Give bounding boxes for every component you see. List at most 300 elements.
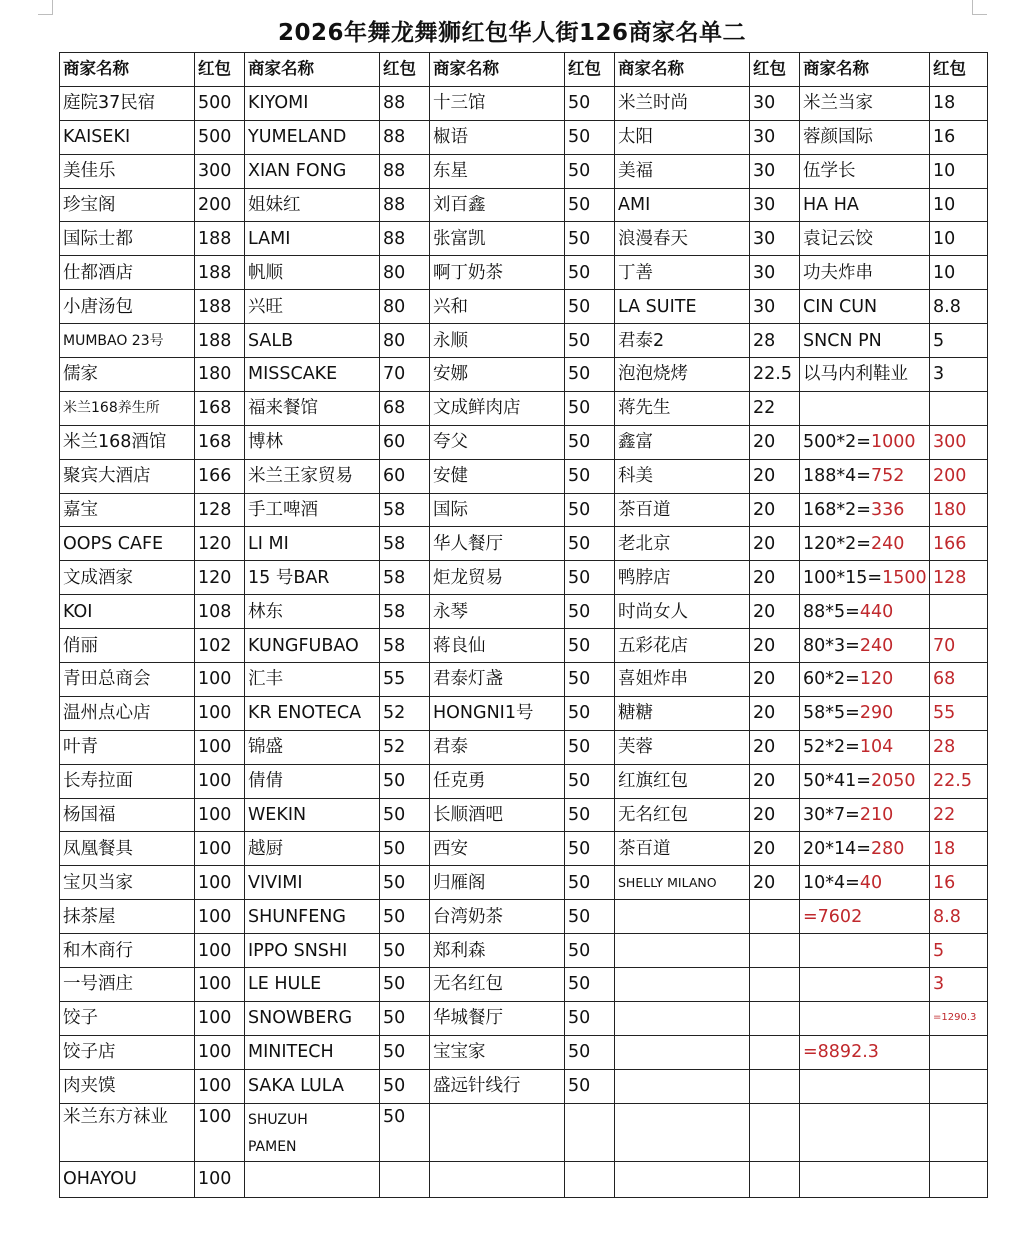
tier-amount: 3 bbox=[930, 968, 988, 1002]
subtotal-calculation bbox=[800, 595, 930, 629]
red-packet-amount: 50 bbox=[565, 934, 615, 968]
merchant-name: 杨国福 bbox=[60, 798, 195, 832]
tier-amount: 128 bbox=[930, 561, 988, 595]
calc-result: 40 bbox=[859, 872, 883, 893]
red-packet-amount: 128 bbox=[195, 493, 245, 527]
subtotal-calculation bbox=[800, 798, 930, 832]
merchant-name: SNOWBERG bbox=[245, 1001, 380, 1035]
merchant-name: 米兰当家 bbox=[800, 86, 930, 120]
merchant-name: KUNGFUBAO bbox=[245, 629, 380, 663]
merchant-name: WEKIN bbox=[245, 798, 380, 832]
header-row bbox=[60, 53, 988, 87]
header-red-packet: 红包 bbox=[380, 53, 430, 87]
merchant-name: 芙蓉 bbox=[615, 730, 750, 764]
red-packet-amount: 188 bbox=[195, 222, 245, 256]
merchant-name: 无名红包 bbox=[430, 968, 565, 1002]
red-packet-amount: 100 bbox=[195, 832, 245, 866]
table-row bbox=[60, 459, 988, 493]
table-row bbox=[60, 1161, 988, 1197]
merchant-name: 汇丰 bbox=[245, 663, 380, 697]
calc-expression: 20*14= bbox=[803, 838, 871, 859]
table-row bbox=[60, 1069, 988, 1103]
merchant-name: 国际 bbox=[430, 493, 565, 527]
red-packet-amount: 50 bbox=[380, 968, 430, 1002]
red-packet-amount: 20 bbox=[750, 629, 800, 663]
red-packet-amount bbox=[565, 1103, 615, 1161]
merchant-name: OHAYOU bbox=[60, 1161, 195, 1197]
red-packet-amount bbox=[750, 1103, 800, 1161]
tier-amount: 166 bbox=[930, 527, 988, 561]
table-row bbox=[60, 1001, 988, 1035]
merchant-name: 五彩花店 bbox=[615, 629, 750, 663]
red-packet-amount: 100 bbox=[195, 730, 245, 764]
red-packet-amount: 30 bbox=[750, 256, 800, 290]
header-red-packet: 红包 bbox=[195, 53, 245, 87]
merchant-name: KOI bbox=[60, 595, 195, 629]
merchant-name: 糖糖 bbox=[615, 696, 750, 730]
merchant-name: 盛远针线行 bbox=[430, 1069, 565, 1103]
red-packet-amount: 50 bbox=[565, 696, 615, 730]
merchant-name: 米兰王家贸易 bbox=[245, 459, 380, 493]
calc-result: 290 bbox=[859, 703, 894, 724]
calc-result: 1500 bbox=[882, 567, 927, 588]
red-packet-amount: 50 bbox=[565, 866, 615, 900]
merchant-name: MINITECH bbox=[245, 1035, 380, 1069]
table-row bbox=[60, 595, 988, 629]
merchant-name bbox=[615, 1069, 750, 1103]
subtotal-calculation bbox=[800, 696, 930, 730]
red-packet-amount: 50 bbox=[380, 934, 430, 968]
merchant-name: AMI bbox=[615, 188, 750, 222]
tier-amount: 200 bbox=[930, 459, 988, 493]
red-packet-amount: 3 bbox=[930, 358, 988, 392]
tier-amount: =1290.3 bbox=[930, 1001, 988, 1035]
calc-result: 336 bbox=[870, 500, 905, 521]
header-merchant-name: 商家名称 bbox=[615, 53, 750, 87]
red-packet-amount: 100 bbox=[195, 798, 245, 832]
red-packet-amount: 50 bbox=[565, 798, 615, 832]
red-packet-amount bbox=[750, 1161, 800, 1197]
merchant-name: KIYOMI bbox=[245, 86, 380, 120]
red-packet-amount: 100 bbox=[195, 1103, 245, 1161]
red-packet-amount: 100 bbox=[195, 934, 245, 968]
merchant-name: 嘉宝 bbox=[60, 493, 195, 527]
red-packet-amount: 58 bbox=[380, 629, 430, 663]
calc-result: =8892.3 bbox=[803, 1042, 879, 1063]
red-packet-amount: 80 bbox=[380, 324, 430, 358]
merchant-name: 炬龙贸易 bbox=[430, 561, 565, 595]
header-merchant-name: 商家名称 bbox=[245, 53, 380, 87]
merchant-name: MUMBAO 23号 bbox=[60, 324, 195, 358]
red-packet-amount: 52 bbox=[380, 730, 430, 764]
merchant-name: OOPS CAFE bbox=[60, 527, 195, 561]
tier-amount: 18 bbox=[930, 832, 988, 866]
merchant-name: HONGNI1号 bbox=[430, 696, 565, 730]
merchant-name: YUMELAND bbox=[245, 120, 380, 154]
merchant-name: 珍宝阁 bbox=[60, 188, 195, 222]
header-merchant-name: 商家名称 bbox=[800, 53, 930, 87]
red-packet-amount: 102 bbox=[195, 629, 245, 663]
calc-result: 1000 bbox=[870, 432, 916, 453]
red-packet-amount: 50 bbox=[565, 900, 615, 934]
subtotal-calculation bbox=[800, 866, 930, 900]
merchant-name: 小唐汤包 bbox=[60, 290, 195, 324]
red-packet-amount: 18 bbox=[930, 86, 988, 120]
merchant-name: 宝贝当家 bbox=[60, 866, 195, 900]
red-packet-amount: 10 bbox=[930, 256, 988, 290]
table-row bbox=[60, 391, 988, 425]
merchant-name: SNCN PN bbox=[800, 324, 930, 358]
merchant-name: 长顺酒吧 bbox=[430, 798, 565, 832]
table-row bbox=[60, 493, 988, 527]
merchant-name: 国际士都 bbox=[60, 222, 195, 256]
red-packet-amount bbox=[750, 1035, 800, 1069]
merchant-name: 俏丽 bbox=[60, 629, 195, 663]
red-packet-amount: 80 bbox=[380, 256, 430, 290]
merchant-name bbox=[245, 1103, 380, 1161]
merchant-name: 张富凯 bbox=[430, 222, 565, 256]
red-packet-amount: 60 bbox=[380, 425, 430, 459]
red-packet-amount: 50 bbox=[565, 493, 615, 527]
subtotal-calculation bbox=[800, 663, 930, 697]
merchant-name: 抹茶屋 bbox=[60, 900, 195, 934]
table-row bbox=[60, 358, 988, 392]
merchant-name bbox=[615, 1035, 750, 1069]
header-merchant-name: 商家名称 bbox=[60, 53, 195, 87]
calc-expression: 500*2= bbox=[803, 432, 871, 453]
red-packet-amount: 60 bbox=[380, 459, 430, 493]
merchant-name: 倩倩 bbox=[245, 764, 380, 798]
merchant-name: 华人餐厅 bbox=[430, 527, 565, 561]
red-packet-amount: 188 bbox=[195, 324, 245, 358]
merchant-name: 仕都酒店 bbox=[60, 256, 195, 290]
merchant-name: 蒋良仙 bbox=[430, 629, 565, 663]
red-packet-amount: 88 bbox=[380, 188, 430, 222]
red-packet-amount: 50 bbox=[565, 663, 615, 697]
merchant-name: 长寿拉面 bbox=[60, 764, 195, 798]
red-packet-amount: 20 bbox=[750, 663, 800, 697]
merchant-name: 茶百道 bbox=[615, 493, 750, 527]
red-packet-amount: 200 bbox=[195, 188, 245, 222]
table-row bbox=[60, 86, 988, 120]
merchant-name: 肉夹馍 bbox=[60, 1069, 195, 1103]
red-packet-amount: 300 bbox=[195, 154, 245, 188]
tier-amount bbox=[930, 1035, 988, 1069]
red-packet-amount: 50 bbox=[380, 798, 430, 832]
red-packet-amount bbox=[750, 968, 800, 1002]
merchant-name: 华城餐厅 bbox=[430, 1001, 565, 1035]
table-row bbox=[60, 1103, 988, 1161]
tier-amount: 16 bbox=[930, 866, 988, 900]
red-packet-amount: 100 bbox=[195, 663, 245, 697]
merchant-name: 姐妹红 bbox=[245, 188, 380, 222]
merchant-name: 伍学长 bbox=[800, 154, 930, 188]
red-packet-amount: 20 bbox=[750, 730, 800, 764]
calc-result: 120 bbox=[859, 669, 894, 690]
merchant-name: 安健 bbox=[430, 459, 565, 493]
merchant-name: 美佳乐 bbox=[60, 154, 195, 188]
merchant-name: 任克勇 bbox=[430, 764, 565, 798]
table-row bbox=[60, 256, 988, 290]
merchant-name: 浪漫春天 bbox=[615, 222, 750, 256]
tier-amount: 22 bbox=[930, 798, 988, 832]
table-row bbox=[60, 120, 988, 154]
merchant-name: 茶百道 bbox=[615, 832, 750, 866]
tier-amount: 68 bbox=[930, 663, 988, 697]
merchant-name: 蒋先生 bbox=[615, 391, 750, 425]
merchant-name-line: PAMEN bbox=[248, 1138, 297, 1155]
merchant-name: 喜姐炸串 bbox=[615, 663, 750, 697]
merchant-name: 一号酒庄 bbox=[60, 968, 195, 1002]
table-row bbox=[60, 290, 988, 324]
header-red-packet: 红包 bbox=[930, 53, 988, 87]
merchant-name: 君泰灯盏 bbox=[430, 663, 565, 697]
red-packet-amount: 50 bbox=[380, 1069, 430, 1103]
calc-result: 280 bbox=[870, 838, 905, 859]
calc-result: 2050 bbox=[870, 771, 916, 792]
merchant-name: SAKA LULA bbox=[245, 1069, 380, 1103]
merchant-name: 丁善 bbox=[615, 256, 750, 290]
merchant-name: 文成酒家 bbox=[60, 561, 195, 595]
merchant-name: 功夫炸串 bbox=[800, 256, 930, 290]
merchant-name: 鑫富 bbox=[615, 425, 750, 459]
empty-cell bbox=[930, 391, 988, 425]
red-packet-amount: 50 bbox=[565, 1035, 615, 1069]
red-packet-amount: 80 bbox=[380, 290, 430, 324]
red-packet-amount: 30 bbox=[750, 120, 800, 154]
red-packet-amount: 58 bbox=[380, 595, 430, 629]
merchant-name bbox=[615, 1161, 750, 1197]
merchant-name bbox=[245, 1161, 380, 1197]
subtotal-calculation bbox=[800, 459, 930, 493]
subtotal-calculation bbox=[800, 527, 930, 561]
table-row bbox=[60, 1035, 988, 1069]
merchant-name: 和木商行 bbox=[60, 934, 195, 968]
table-row bbox=[60, 527, 988, 561]
merchant-name: 夸父 bbox=[430, 425, 565, 459]
merchant-name: HA HA bbox=[800, 188, 930, 222]
tier-amount: 55 bbox=[930, 696, 988, 730]
red-packet-amount: 180 bbox=[195, 358, 245, 392]
red-packet-amount: 10 bbox=[930, 154, 988, 188]
merchant-name: 无名红包 bbox=[615, 798, 750, 832]
red-packet-amount bbox=[750, 1069, 800, 1103]
table-row bbox=[60, 866, 988, 900]
subtotal-calculation bbox=[800, 832, 930, 866]
merchant-name: SHELLY MILANO bbox=[615, 866, 750, 900]
merchant-name: 凤凰餐具 bbox=[60, 832, 195, 866]
merchant-name: SHUNFENG bbox=[245, 900, 380, 934]
subtotal-calculation bbox=[800, 629, 930, 663]
merchant-name: 米兰168酒馆 bbox=[60, 425, 195, 459]
red-packet-amount: 166 bbox=[195, 459, 245, 493]
red-packet-amount: 88 bbox=[380, 120, 430, 154]
subtotal-calculation bbox=[800, 1161, 930, 1197]
merchant-name: 叶青 bbox=[60, 730, 195, 764]
red-packet-amount: 50 bbox=[380, 866, 430, 900]
red-packet-amount: 5 bbox=[930, 324, 988, 358]
red-packet-amount: 50 bbox=[565, 188, 615, 222]
red-packet-amount: 50 bbox=[565, 968, 615, 1002]
merchant-name: 红旗红包 bbox=[615, 764, 750, 798]
merchant-name: LA SUITE bbox=[615, 290, 750, 324]
calc-expression: 100*15= bbox=[803, 567, 883, 588]
table-row bbox=[60, 730, 988, 764]
merchant-name: 宝宝家 bbox=[430, 1035, 565, 1069]
table-row bbox=[60, 663, 988, 697]
merchant-name: 太阳 bbox=[615, 120, 750, 154]
merchant-name: 温州点心店 bbox=[60, 696, 195, 730]
red-packet-amount: 20 bbox=[750, 459, 800, 493]
table-row bbox=[60, 696, 988, 730]
tier-amount: 28 bbox=[930, 730, 988, 764]
subtotal-calculation bbox=[800, 1103, 930, 1161]
merchant-name: KAISEKI bbox=[60, 120, 195, 154]
red-packet-amount: 50 bbox=[565, 561, 615, 595]
merchant-name: 兴旺 bbox=[245, 290, 380, 324]
red-packet-amount: 58 bbox=[380, 561, 430, 595]
table-row bbox=[60, 154, 988, 188]
red-packet-amount bbox=[750, 900, 800, 934]
tier-amount bbox=[930, 1103, 988, 1161]
merchant-name: 君泰 bbox=[430, 730, 565, 764]
table-row bbox=[60, 629, 988, 663]
merchant-name: LI MI bbox=[245, 527, 380, 561]
merchant-name: 归雁阁 bbox=[430, 866, 565, 900]
red-packet-amount: 50 bbox=[565, 358, 615, 392]
red-packet-amount bbox=[565, 1161, 615, 1197]
merchant-name: 鸭脖店 bbox=[615, 561, 750, 595]
red-packet-amount: 20 bbox=[750, 425, 800, 459]
red-packet-amount: 50 bbox=[565, 629, 615, 663]
merchant-name: 帆顺 bbox=[245, 256, 380, 290]
red-packet-amount: 50 bbox=[565, 425, 615, 459]
merchant-name: IPPO SNSHI bbox=[245, 934, 380, 968]
merchant-name: KR ENOTECA bbox=[245, 696, 380, 730]
red-packet-amount: 22 bbox=[750, 391, 800, 425]
red-packet-amount: 168 bbox=[195, 391, 245, 425]
merchant-name bbox=[615, 1001, 750, 1035]
red-packet-amount: 100 bbox=[195, 1001, 245, 1035]
red-packet-amount: 100 bbox=[195, 1035, 245, 1069]
red-packet-amount: 50 bbox=[565, 324, 615, 358]
subtotal-calculation bbox=[800, 561, 930, 595]
merchant-name: 米兰时尚 bbox=[615, 86, 750, 120]
red-packet-amount: 30 bbox=[750, 290, 800, 324]
red-packet-amount: 68 bbox=[380, 391, 430, 425]
red-packet-amount: 70 bbox=[380, 358, 430, 392]
red-packet-amount: 16 bbox=[930, 120, 988, 154]
red-packet-amount: 188 bbox=[195, 290, 245, 324]
red-packet-amount: 50 bbox=[565, 290, 615, 324]
merchant-name: 饺子店 bbox=[60, 1035, 195, 1069]
red-packet-amount: 88 bbox=[380, 222, 430, 256]
red-packet-amount: 30 bbox=[750, 86, 800, 120]
table-row bbox=[60, 934, 988, 968]
calc-result: 240 bbox=[859, 635, 894, 656]
table-row bbox=[60, 188, 988, 222]
red-packet-amount: 50 bbox=[380, 900, 430, 934]
subtotal-calculation bbox=[800, 1001, 930, 1035]
merchant-name: 东星 bbox=[430, 154, 565, 188]
page-corner-mark bbox=[972, 0, 987, 15]
red-packet-amount: 50 bbox=[565, 832, 615, 866]
red-packet-amount: 50 bbox=[380, 1035, 430, 1069]
table-row bbox=[60, 764, 988, 798]
red-packet-amount: 500 bbox=[195, 120, 245, 154]
red-packet-amount: 100 bbox=[195, 866, 245, 900]
table-row bbox=[60, 324, 988, 358]
red-packet-amount: 50 bbox=[380, 764, 430, 798]
merchant-name: 郑利森 bbox=[430, 934, 565, 968]
red-packet-amount: 58 bbox=[380, 493, 430, 527]
merchant-name: MISSCAKE bbox=[245, 358, 380, 392]
red-packet-amount: 50 bbox=[565, 120, 615, 154]
red-packet-amount: 188 bbox=[195, 256, 245, 290]
subtotal-calculation bbox=[800, 934, 930, 968]
merchant-name bbox=[615, 1103, 750, 1161]
red-packet-amount: 100 bbox=[195, 1161, 245, 1197]
tier-amount: 22.5 bbox=[930, 764, 988, 798]
red-packet-amount: 120 bbox=[195, 527, 245, 561]
merchant-name: 君泰2 bbox=[615, 324, 750, 358]
merchant-name: 锦盛 bbox=[245, 730, 380, 764]
subtotal-calculation bbox=[800, 425, 930, 459]
table-row bbox=[60, 561, 988, 595]
tier-amount bbox=[930, 1069, 988, 1103]
tier-amount: 70 bbox=[930, 629, 988, 663]
red-packet-amount: 50 bbox=[565, 86, 615, 120]
merchant-name: 庭院37民宿 bbox=[60, 86, 195, 120]
merchant-name: 福来餐馆 bbox=[245, 391, 380, 425]
merchant-name: 林东 bbox=[245, 595, 380, 629]
calc-expression: 58*5= bbox=[803, 703, 860, 724]
red-packet-amount: 50 bbox=[380, 1001, 430, 1035]
red-packet-amount: 22.5 bbox=[750, 358, 800, 392]
merchant-name: 饺子 bbox=[60, 1001, 195, 1035]
calc-expression: 50*41= bbox=[803, 771, 871, 792]
red-packet-amount bbox=[380, 1161, 430, 1197]
merchant-name: 米兰东方袜业 bbox=[60, 1103, 195, 1161]
merchant-name bbox=[430, 1103, 565, 1161]
red-packet-amount: 30 bbox=[750, 154, 800, 188]
calc-result: 440 bbox=[859, 601, 894, 622]
page-corner-mark bbox=[38, 0, 53, 15]
red-packet-amount: 100 bbox=[195, 764, 245, 798]
merchant-name: 时尚女人 bbox=[615, 595, 750, 629]
calc-expression: 88*5= bbox=[803, 601, 860, 622]
merchant-name: 永顺 bbox=[430, 324, 565, 358]
calc-expression: 60*2= bbox=[803, 669, 860, 690]
merchant-name: SALB bbox=[245, 324, 380, 358]
calc-expression: 80*3= bbox=[803, 635, 860, 656]
red-packet-amount: 28 bbox=[750, 324, 800, 358]
table-row bbox=[60, 832, 988, 866]
subtotal-calculation bbox=[800, 1035, 930, 1069]
merchant-name: 兴和 bbox=[430, 290, 565, 324]
tier-amount: 300 bbox=[930, 425, 988, 459]
red-packet-amount: 10 bbox=[930, 188, 988, 222]
merchant-name bbox=[615, 934, 750, 968]
merchant-name: XIAN FONG bbox=[245, 154, 380, 188]
merchant-name: 泡泡烧烤 bbox=[615, 358, 750, 392]
tier-amount: 8.8 bbox=[930, 900, 988, 934]
merchant-name: 椒语 bbox=[430, 120, 565, 154]
merchant-name: LAMI bbox=[245, 222, 380, 256]
red-packet-amount: 50 bbox=[565, 730, 615, 764]
header-red-packet: 红包 bbox=[750, 53, 800, 87]
red-packet-amount: 100 bbox=[195, 900, 245, 934]
